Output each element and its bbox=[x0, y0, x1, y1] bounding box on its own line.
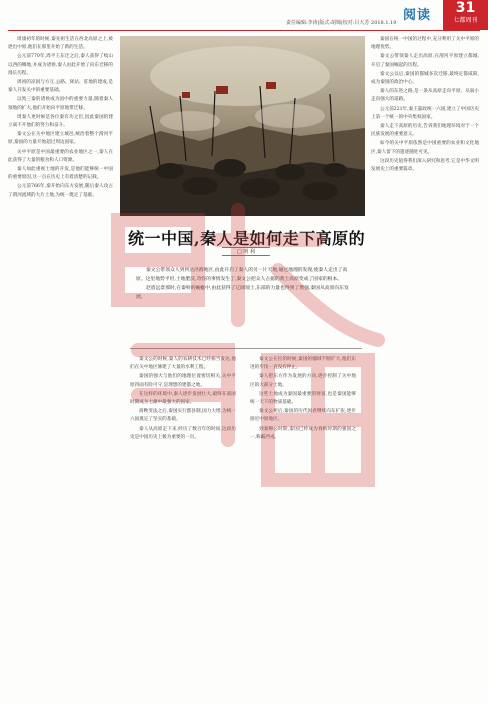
page-header bbox=[0, 0, 488, 30]
paragraph: 秦文公以后,秦国的都城多次迁移,最终定都咸阳,成为秦国的政治中心。 bbox=[371, 71, 479, 86]
paper-name: 七都周刊 bbox=[453, 17, 478, 24]
paragraph: 关中平原是中国最重要的农业地区之一,秦人在此获得了大量的粮食和人口资源。 bbox=[8, 149, 113, 163]
paragraph: 秦人的东进之路,是一条从高原走向平原、从弱小走向强大的道路。 bbox=[371, 89, 479, 103]
article-lead bbox=[130, 262, 362, 344]
paragraph: 秦文公在关中地区建立城邑,统治着整个渭河平原,秦国的力量开始超过周边国家。 bbox=[8, 132, 113, 146]
section-title: 阅读 bbox=[403, 8, 432, 23]
editor-credits: 责任编辑:李涛|版式:胡锦|校对:吕大芳 2018.1.19 bbox=[286, 20, 397, 26]
paragraph: 公元前221年,秦王嬴政统一六国,建立了中国历史上第一个统一的中央集权国家。 bbox=[371, 106, 479, 120]
paragraph: 周初的凉国与方互,公路、驿站、驻地的建成,是秦人开发关中的重要基础。 bbox=[8, 80, 113, 94]
paragraph: 这些土地成为秦国最重要的财富,也是秦国能够统一天下的物质基础。 bbox=[250, 391, 356, 406]
lead-divider bbox=[130, 348, 362, 349]
page-badge bbox=[443, 0, 488, 30]
paragraph: 秦国的强大与他们的地理位置密切相关,关中平原四面有险可守,是理想的建都之地。 bbox=[130, 374, 236, 388]
lead-paragraph: 秦文公带领众人到到达泾渭地区,由此开启了秦人的另一片天地,通过地理的发现,使秦人走出了高原。这里地势平坦,土地肥沃,奇怪的事情发生了,秦文公把众人占据的黄土高原变成了国家的根本。 bbox=[136, 268, 348, 282]
paragraph: 如今的关中平原依然是中国重要的农业和文化地区,秦人留下的遗迹随处可见。 bbox=[371, 141, 479, 155]
article-column-3 bbox=[250, 356, 356, 696]
page-number: 31 bbox=[455, 0, 476, 16]
paragraph: 到秦穆公时期,秦国已经成为春秋时期的强国之一,称霸西戎。 bbox=[250, 426, 356, 440]
paragraph: 秦文公的时候,秦人的农耕技术已经相当发达,他们在关中地区修建了大量的水利工程。 bbox=[130, 357, 236, 371]
paragraph: 商鞅变法之后,秦国实行郡县制,国力大增,为统一六国奠定了坚实的基础。 bbox=[130, 409, 236, 423]
article-column-1 bbox=[8, 36, 113, 696]
article-headline: 统一中国,秦人是如何走下高原的 bbox=[128, 229, 366, 248]
paragraph: 周秦人更时候是各位秦有功之臣,因此秦国的建立离不开他们的努力和奋斗。 bbox=[8, 114, 113, 129]
lead-paragraph: 赵盾远景那时,在秦岭的蜿蜒中,由此获得了辽阔领土,东部的力量也得到了增强,秦国从高原向东发展。 bbox=[136, 286, 349, 300]
battle-painting-image bbox=[120, 36, 365, 216]
article-column-2 bbox=[130, 356, 236, 696]
paragraph: 这段历史值得我们深入研究和思考,它是中华文明发展史上的重要篇章。 bbox=[371, 158, 479, 173]
paragraph: 秦人如此重视土地的开发,是他们能够统一中国的重要原因,这一点在历史上有着清楚的记载。 bbox=[8, 167, 113, 181]
paragraph: 秦人从高原走下来,经历了数百年的时间,这段历史是中国历史上极为重要的一页。 bbox=[130, 426, 236, 440]
paragraph: 秦国在统一中国的过程中,充分利用了关中平原的地理优势。 bbox=[371, 37, 479, 51]
paragraph: 秦文公死后,秦国的历代国君继续向东扩张,逐步接近中原地区。 bbox=[250, 409, 356, 423]
header-divider bbox=[8, 30, 480, 31]
paragraph: 秦人把东方作为发展的方向,逐步控制了关中地区的大部分土地。 bbox=[250, 374, 356, 388]
paragraph: 公元前770年,周平王东迁之后,秦人获得了岐山以西的赐地,并成为诸侯,秦人由此开始了向东迁移的漫长历程。 bbox=[8, 54, 113, 76]
paragraph: 秦人走下高原的历史,告诉我们地理环境对于一个民族发展的重要意义。 bbox=[371, 124, 479, 138]
paragraph: 在这样的环境中,秦人逐步发展壮大,最终在战国时期成为七雄中最强大的国家。 bbox=[130, 391, 236, 406]
paragraph: 秦文公在位的时候,秦国的疆域不断扩大,他们东进的步伐一直没有停止。 bbox=[250, 357, 356, 371]
paragraph: 秦文公带领秦人走出高原,在渭河平原建立都城,开启了秦国崛起的历程。 bbox=[371, 54, 479, 68]
paragraph: 以致三秦的诸侯成为国中的重要力量,随着秦人领地的扩大,他们开始向平原地带迁移。 bbox=[8, 97, 113, 111]
paragraph: 公元前766年,秦开始向东方发展,随后秦人攻占了渭河流域的大片土地,为统一奠定了基础。 bbox=[8, 184, 113, 198]
article-column-4 bbox=[371, 36, 479, 696]
paragraph: 周康初年的时候,秦先祖生活在西北高原之上,被逐出中原,他们在那里开始了新的生活。 bbox=[8, 37, 113, 51]
byline: □ 明 利 bbox=[222, 247, 270, 256]
